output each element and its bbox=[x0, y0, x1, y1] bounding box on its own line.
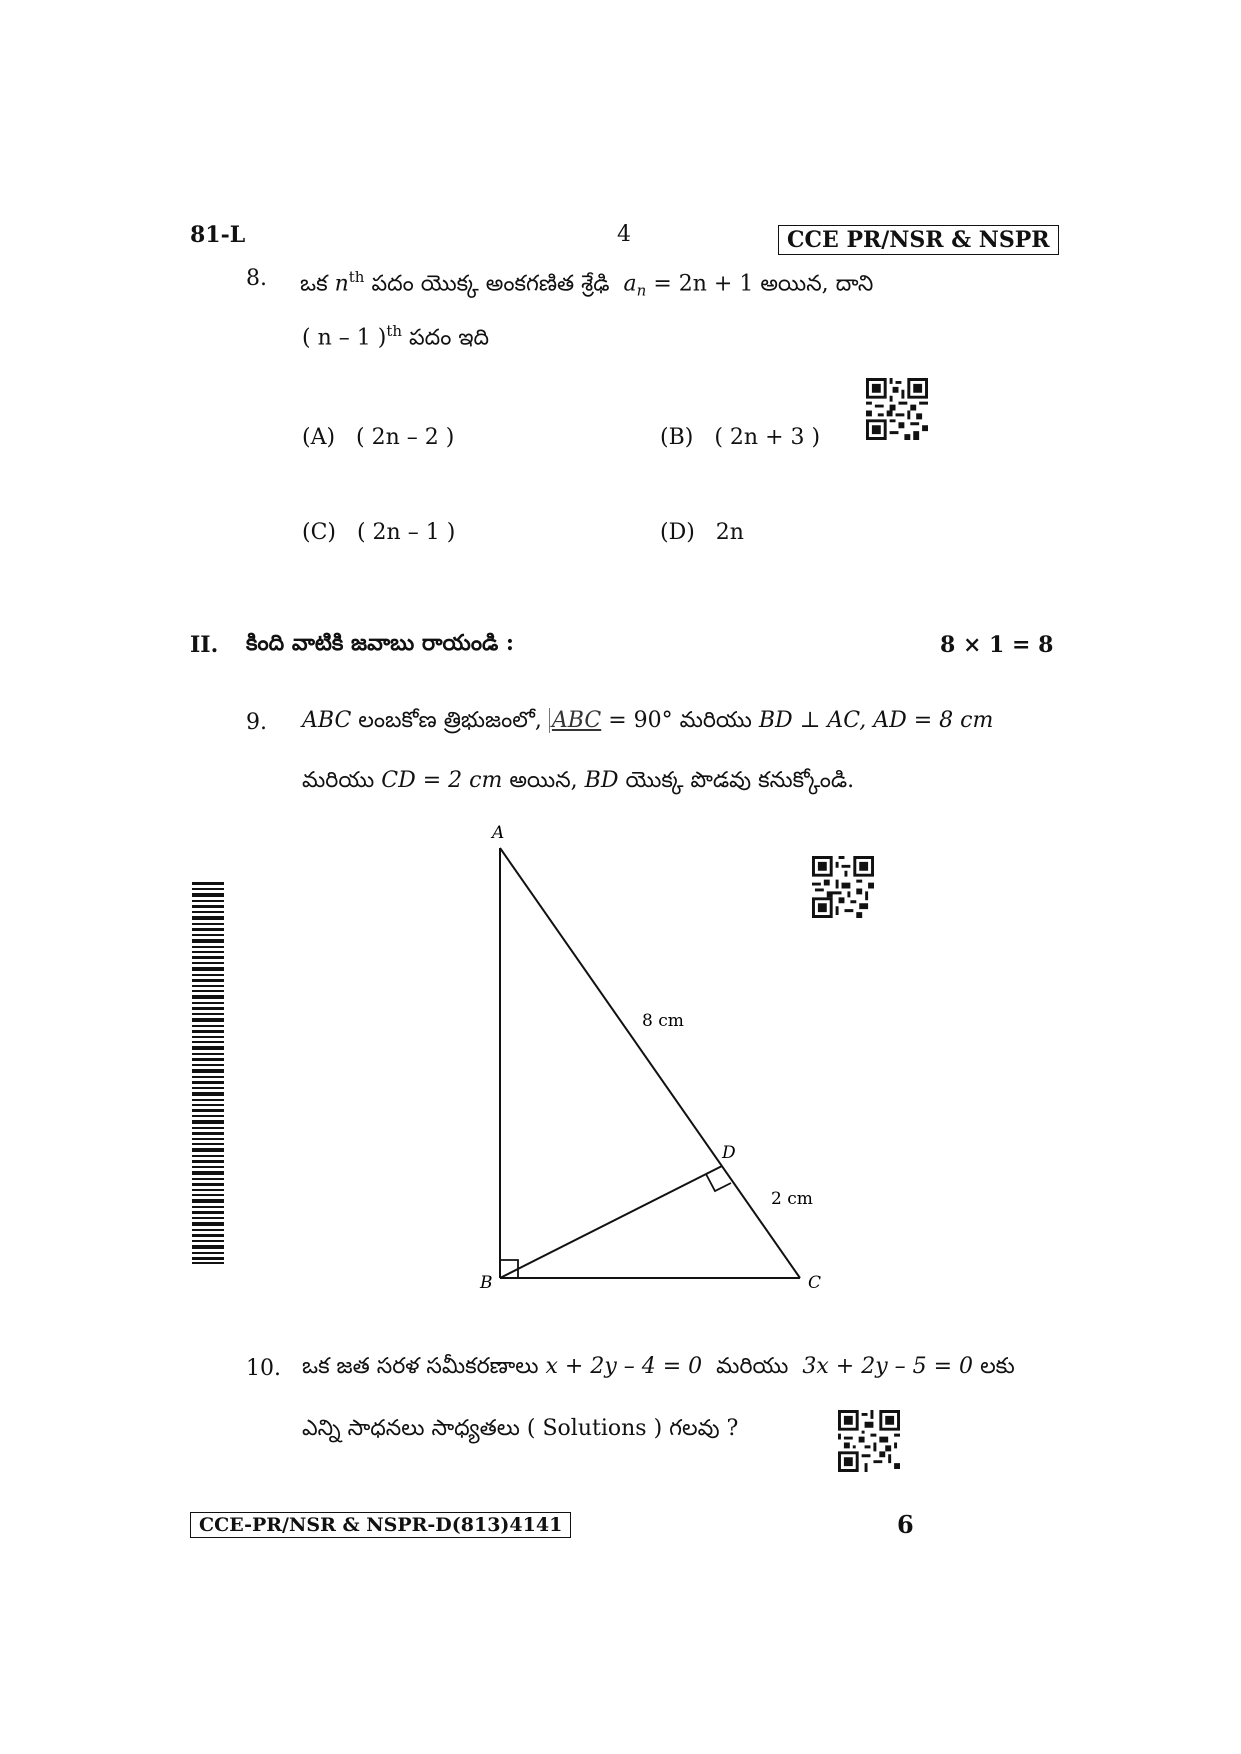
q10-text-b: మరియు bbox=[716, 1354, 789, 1379]
q8-number: 8. bbox=[246, 266, 267, 291]
vertex-a-label: A bbox=[492, 823, 505, 843]
q8-text-a: ఒక bbox=[300, 271, 328, 297]
q8-option-c[interactable] bbox=[302, 520, 455, 545]
q8-formula: = 2n + 1 bbox=[653, 271, 754, 297]
barcode-icon bbox=[192, 882, 224, 1264]
vertex-b-label: B bbox=[480, 1273, 493, 1290]
option-value: ( 2n + 3 ) bbox=[714, 425, 821, 450]
vertex-d-label: D bbox=[722, 1143, 736, 1163]
q9-number: 9. bbox=[246, 710, 267, 735]
q9-text-b: = 90° మరియు bbox=[608, 708, 752, 733]
option-label: (A) bbox=[302, 425, 336, 450]
segment-bd bbox=[500, 1166, 722, 1278]
footer-code-box: CCE-PR/NSR & NSPR-D(813)4141 bbox=[190, 1512, 571, 1538]
q10-line2: ఎన్ని సాధనలు సాధ్యతలు ( Solutions ) గలవు ? bbox=[302, 1416, 739, 1441]
q9-line2-cd: CD = 2 cm bbox=[381, 768, 503, 793]
q9-line1 bbox=[302, 706, 1062, 736]
right-angle-d bbox=[706, 1174, 731, 1191]
option-label: (B) bbox=[660, 425, 694, 450]
q8-line1 bbox=[300, 262, 1060, 306]
q8-a: a bbox=[623, 271, 637, 297]
right-angle-b bbox=[500, 1260, 518, 1278]
option-value: 2n bbox=[715, 520, 744, 545]
q9-abc: ABC bbox=[302, 708, 352, 733]
section-title: కింది వాటికి జవాబు రాయండి : bbox=[246, 630, 515, 656]
exam-code-box: CCE PR/NSR & NSPR bbox=[778, 225, 1059, 255]
q8-line2 bbox=[302, 316, 489, 353]
q8-option-a[interactable] bbox=[302, 425, 454, 450]
q8-text-b: పదం యొక్క అంకగణిత శ్రేఢి bbox=[371, 271, 610, 297]
page-number: 4 bbox=[617, 222, 631, 247]
footer-page-number: 6 bbox=[897, 1510, 914, 1539]
q10-number: 10. bbox=[246, 1356, 281, 1381]
q8-line2-expr: ( n – 1 ) bbox=[302, 325, 387, 351]
option-label: (C) bbox=[302, 520, 336, 545]
q10-line1 bbox=[302, 1352, 1062, 1382]
q8-th: th bbox=[348, 268, 365, 286]
triangle-diagram bbox=[470, 820, 830, 1290]
q8-text-c: అయిన, దాని bbox=[760, 271, 874, 297]
option-value: ( 2n – 1 ) bbox=[356, 520, 456, 545]
q9-text-a: లంబకోణ త్రిభుజంలో, bbox=[358, 708, 542, 733]
paper-code: 81-L bbox=[190, 222, 246, 248]
vertex-c-label: C bbox=[808, 1273, 822, 1290]
option-value: ( 2n – 2 ) bbox=[356, 425, 455, 450]
q8-option-b[interactable] bbox=[660, 425, 820, 450]
q8-a-sub: n bbox=[636, 281, 647, 300]
q9-line2-bd: BD bbox=[584, 768, 619, 793]
qr-code-icon bbox=[812, 856, 874, 918]
q9-line2-b: అయిన, bbox=[509, 768, 578, 793]
ad-length-label: 8 cm bbox=[642, 1011, 684, 1031]
q8-line2-rest: పదం ఇది bbox=[409, 325, 490, 351]
q10-text-c: లకు bbox=[980, 1354, 1015, 1379]
q10-text-a: ఒక జత సరళ సమీకరణాలు bbox=[302, 1354, 539, 1379]
qr-code-icon bbox=[838, 1410, 900, 1472]
section-roman: II. bbox=[190, 632, 219, 658]
q8-line2-sup: th bbox=[386, 322, 403, 340]
q9-angle: ABC bbox=[551, 708, 602, 733]
q8-option-d[interactable] bbox=[660, 520, 744, 545]
option-label: (D) bbox=[660, 520, 695, 545]
q9-cond: BD ⊥ AC, AD = 8 cm bbox=[758, 708, 994, 733]
q10-eq2: 3x + 2y – 5 = 0 bbox=[802, 1354, 974, 1379]
section-marks: 8 × 1 = 8 bbox=[940, 632, 1054, 658]
q10-eq1: x + 2y – 4 = 0 bbox=[545, 1354, 703, 1379]
side-ac bbox=[500, 848, 800, 1278]
q8-n: n bbox=[334, 271, 349, 297]
q9-line2-c: యొక్క పొడవు కనుక్కోండి. bbox=[625, 768, 855, 793]
q9-line2 bbox=[302, 766, 854, 796]
q9-line2-a: మరియు bbox=[302, 768, 375, 793]
dc-length-label: 2 cm bbox=[771, 1189, 813, 1209]
qr-code-icon bbox=[866, 378, 928, 440]
